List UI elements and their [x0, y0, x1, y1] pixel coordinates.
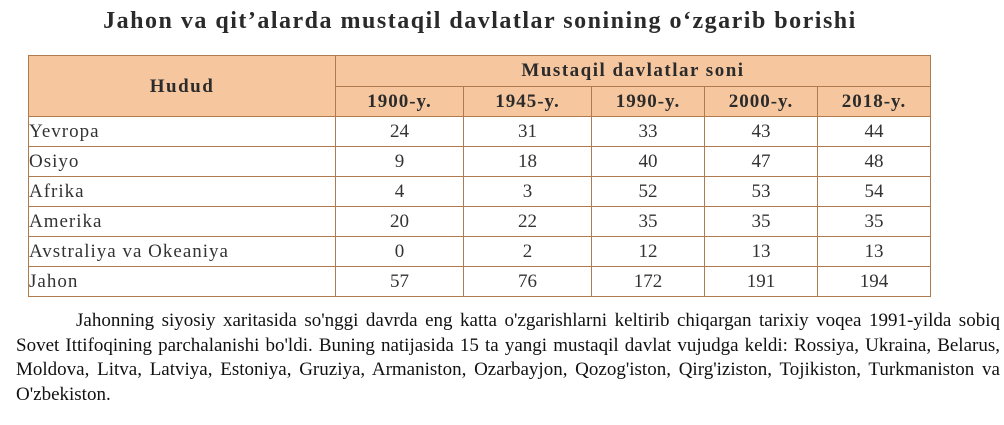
table-row-total	[29, 267, 931, 297]
table-cell: 57	[336, 267, 464, 297]
table-cell: 13	[818, 237, 931, 267]
region-column-header: Hudud	[29, 56, 336, 117]
header-row-group	[29, 56, 931, 87]
table-cell: 44	[818, 117, 931, 147]
table-cell: 35	[592, 207, 705, 237]
table-cell: 54	[818, 177, 931, 207]
year-header-1945: 1945-y.	[464, 86, 592, 117]
table-cell: 43	[705, 117, 818, 147]
table-row	[29, 207, 931, 237]
table-cell: 0	[336, 237, 464, 267]
table-cell: 3	[464, 177, 592, 207]
table-cell: 40	[592, 147, 705, 177]
table-cell: 52	[592, 177, 705, 207]
table-cell: 191	[705, 267, 818, 297]
table-cell: 4	[336, 177, 464, 207]
table-cell: 2	[464, 237, 592, 267]
table-cell: 172	[592, 267, 705, 297]
table-cell: 31	[464, 117, 592, 147]
region-name: Jahon	[29, 267, 336, 297]
states-table	[28, 55, 931, 297]
body-paragraph: Jahonning siyosiy xaritasida so'nggi davrda eng katta o'zgarishlarni keltirib chiqargan tarixiy voqea 1991-yilda sobiq Sovet Ittifoqining parchalanishi bo'ldi. Buning natijasida 15 ta yangi mustaqil davlat vujudga keldi: Rossiya, Ukraina, Belarus, Moldova, Litva, Latviya, Estoniya, Gruziya, Armaniston, Ozarbayjon, Qozog'iston, Qirg'iziston, Tojikiston, Turkmaniston va O'zbekiston.	[16, 310, 1000, 405]
region-name: Yevropa	[29, 117, 336, 147]
year-header-2000: 2000-y.	[705, 86, 818, 117]
year-header-1990: 1990-y.	[592, 86, 705, 117]
table-row	[29, 147, 931, 177]
table-cell: 47	[705, 147, 818, 177]
table-cell: 53	[705, 177, 818, 207]
region-name: Amerika	[29, 207, 336, 237]
table-row	[29, 117, 931, 147]
table-cell: 18	[464, 147, 592, 177]
table-cell: 24	[336, 117, 464, 147]
region-name: Avstraliya va Okeaniya	[29, 237, 336, 267]
states-count-group-header: Mustaqil davlatlar soni	[336, 56, 931, 87]
year-header-1900: 1900-y.	[336, 86, 464, 117]
table-row	[29, 177, 931, 207]
table-cell: 48	[818, 147, 931, 177]
page-title: Jahon va qit’alarda mustaqil davlatlar sonining o‘zgarib borishi	[103, 8, 857, 34]
table-cell: 9	[336, 147, 464, 177]
table-cell: 194	[818, 267, 931, 297]
table-cell: 20	[336, 207, 464, 237]
table-cell: 12	[592, 237, 705, 267]
table-cell: 35	[818, 207, 931, 237]
table-row	[29, 237, 931, 267]
table-cell: 33	[592, 117, 705, 147]
table-cell: 22	[464, 207, 592, 237]
table-cell: 76	[464, 267, 592, 297]
region-name: Afrika	[29, 177, 336, 207]
year-header-2018: 2018-y.	[818, 86, 931, 117]
table-cell: 13	[705, 237, 818, 267]
table-cell: 35	[705, 207, 818, 237]
region-name: Osiyo	[29, 147, 336, 177]
table-container	[28, 55, 931, 297]
